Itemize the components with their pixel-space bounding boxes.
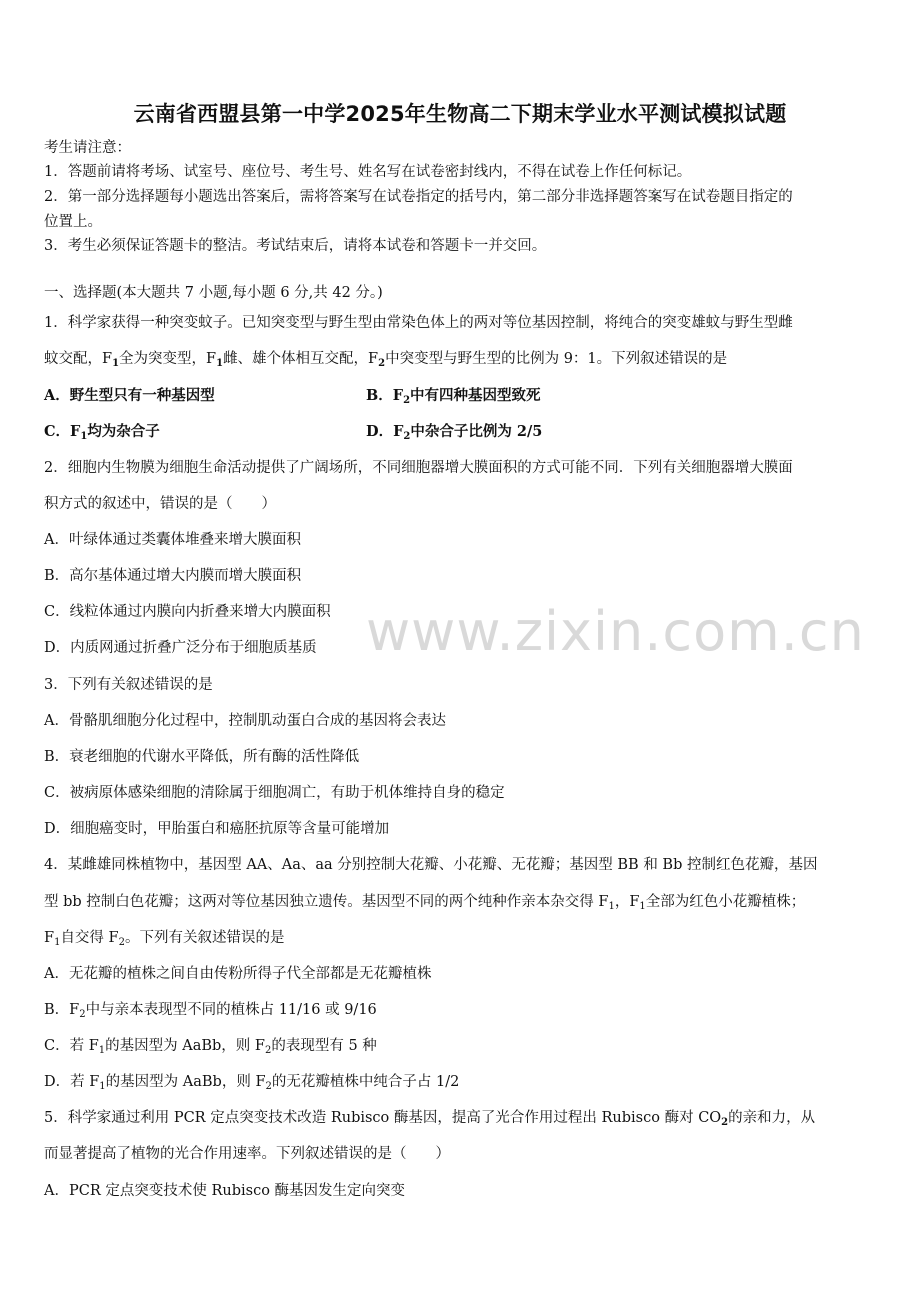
- notice-heading: 考生请注意：: [44, 140, 131, 156]
- q1-stem-line2: 蚊交配，$F_1$全为突变型，$F_1$雌、雄个体相互交配，$F_2$中突变型与野生型的比例为 9：1。下列叙述错误的是: [44, 351, 728, 369]
- section-title: 一、选择题(本大题共 7 小题,每小题 6 分,共 42 分。): [44, 285, 383, 301]
- q4-stem-line2: 型 bb 控制白色花瓣；这两对等位基因独立遗传。基因型不同的两个纯种作亲本杂交得 $F_1$，$F_1$全部为红色小花瓣植株；: [44, 894, 806, 912]
- q1-option-d[interactable]: D．$F_2$中杂合子比例为 2/5: [366, 423, 543, 442]
- q2-option-a[interactable]: A．叶绿体通过类囊体堆叠来增大膜面积: [44, 532, 301, 548]
- watermark: www.zixin.com.cn: [366, 600, 865, 663]
- notice-item-2-cont: 位置上。: [44, 214, 102, 230]
- q1-option-b[interactable]: B．$F_2$中有四种基因型致死: [366, 387, 541, 406]
- q4-stem-line3: $F_1$自交得 $F_2$。下列有关叙述错误的是: [44, 930, 285, 948]
- q4-option-a[interactable]: A．无花瓣的植株之间自由传粉所得子代全部都是无花瓣植株: [44, 966, 432, 982]
- q4-option-b[interactable]: B．$F_2$中与亲本表现型不同的植株占 11/16 或 9/16: [44, 1002, 377, 1020]
- q5-stem-line1: 5．科学家通过利用 PCR 定点突变技术改造 Rubisco 酶基因，提高了光合作用过程出 Rubisco 酶对 $CO_2$的亲和力，从: [44, 1110, 816, 1128]
- q4-option-c[interactable]: C．若 $F_1$的基因型为 AaBb，则 $F_2$的表现型有 5 种: [44, 1038, 377, 1056]
- q1-stem-line1: 1．科学家获得一种突变蚊子。已知突变型与野生型由常染色体上的两对等位基因控制，将纯合的突变雄蚊与野生型雌: [44, 315, 793, 331]
- q4-stem-line1: 4．某雌雄同株植物中，基因型 AA、Aa、aa 分别控制大花瓣、小花瓣、无花瓣；基因型 BB 和 Bb 控制红色花瓣，基因: [44, 857, 818, 873]
- q5-option-a[interactable]: A．PCR 定点突变技术使 Rubisco 酶基因发生定向突变: [44, 1183, 406, 1199]
- notice-item-1: 1．答题前请将考场、试室号、座位号、考生号、姓名写在试卷密封线内，不得在试卷上作任何标记。: [44, 164, 692, 180]
- q5-stem-line2: 而显著提高了植物的光合作用速率。下列叙述错误的是（ ）: [44, 1146, 450, 1162]
- q3-option-a[interactable]: A．骨骼肌细胞分化过程中，控制肌动蛋白合成的基因将会表达: [44, 713, 446, 729]
- q2-stem-line2: 积方式的叙述中，错误的是（ ）: [44, 496, 276, 512]
- q3-option-d[interactable]: D．细胞癌变时，甲胎蛋白和癌胚抗原等含量可能增加: [44, 821, 390, 837]
- notice-item-3: 3．考生必须保证答题卡的整洁。考试结束后，请将本试卷和答题卡一并交回。: [44, 238, 547, 254]
- q3-stem: 3．下列有关叙述错误的是: [44, 677, 213, 693]
- q1-option-a[interactable]: A．野生型只有一种基因型: [44, 387, 215, 404]
- q3-option-c[interactable]: C．被病原体感染细胞的清除属于细胞凋亡，有助于机体维持自身的稳定: [44, 785, 505, 801]
- q2-option-b[interactable]: B．高尔基体通过增大内膜而增大膜面积: [44, 568, 302, 584]
- q2-option-c[interactable]: C．线粒体通过内膜向内折叠来增大内膜面积: [44, 604, 331, 620]
- q4-option-d[interactable]: D．若 $F_1$的基因型为 AaBb，则 $F_2$的无花瓣植株中纯合子占 1/2: [44, 1074, 460, 1092]
- q3-option-b[interactable]: B．衰老细胞的代谢水平降低，所有酶的活性降低: [44, 749, 360, 765]
- notice-item-2: 2．第一部分选择题每小题选出答案后，需将答案写在试卷指定的括号内，第二部分非选择题答案写在试卷题目指定的: [44, 189, 793, 205]
- exam-title: 云南省西盟县第一中学2025年生物高二下期末学业水平测试模拟试题: [133, 102, 787, 126]
- q2-option-d[interactable]: D．内质网通过折叠广泛分布于细胞质基质: [44, 640, 317, 656]
- q2-stem-line1: 2．细胞内生物膜为细胞生命活动提供了广阔场所，不同细胞器增大膜面积的方式可能不同．下列有关细胞器增大膜面: [44, 460, 793, 476]
- q1-option-c[interactable]: C．$F_1$均为杂合子: [44, 423, 160, 442]
